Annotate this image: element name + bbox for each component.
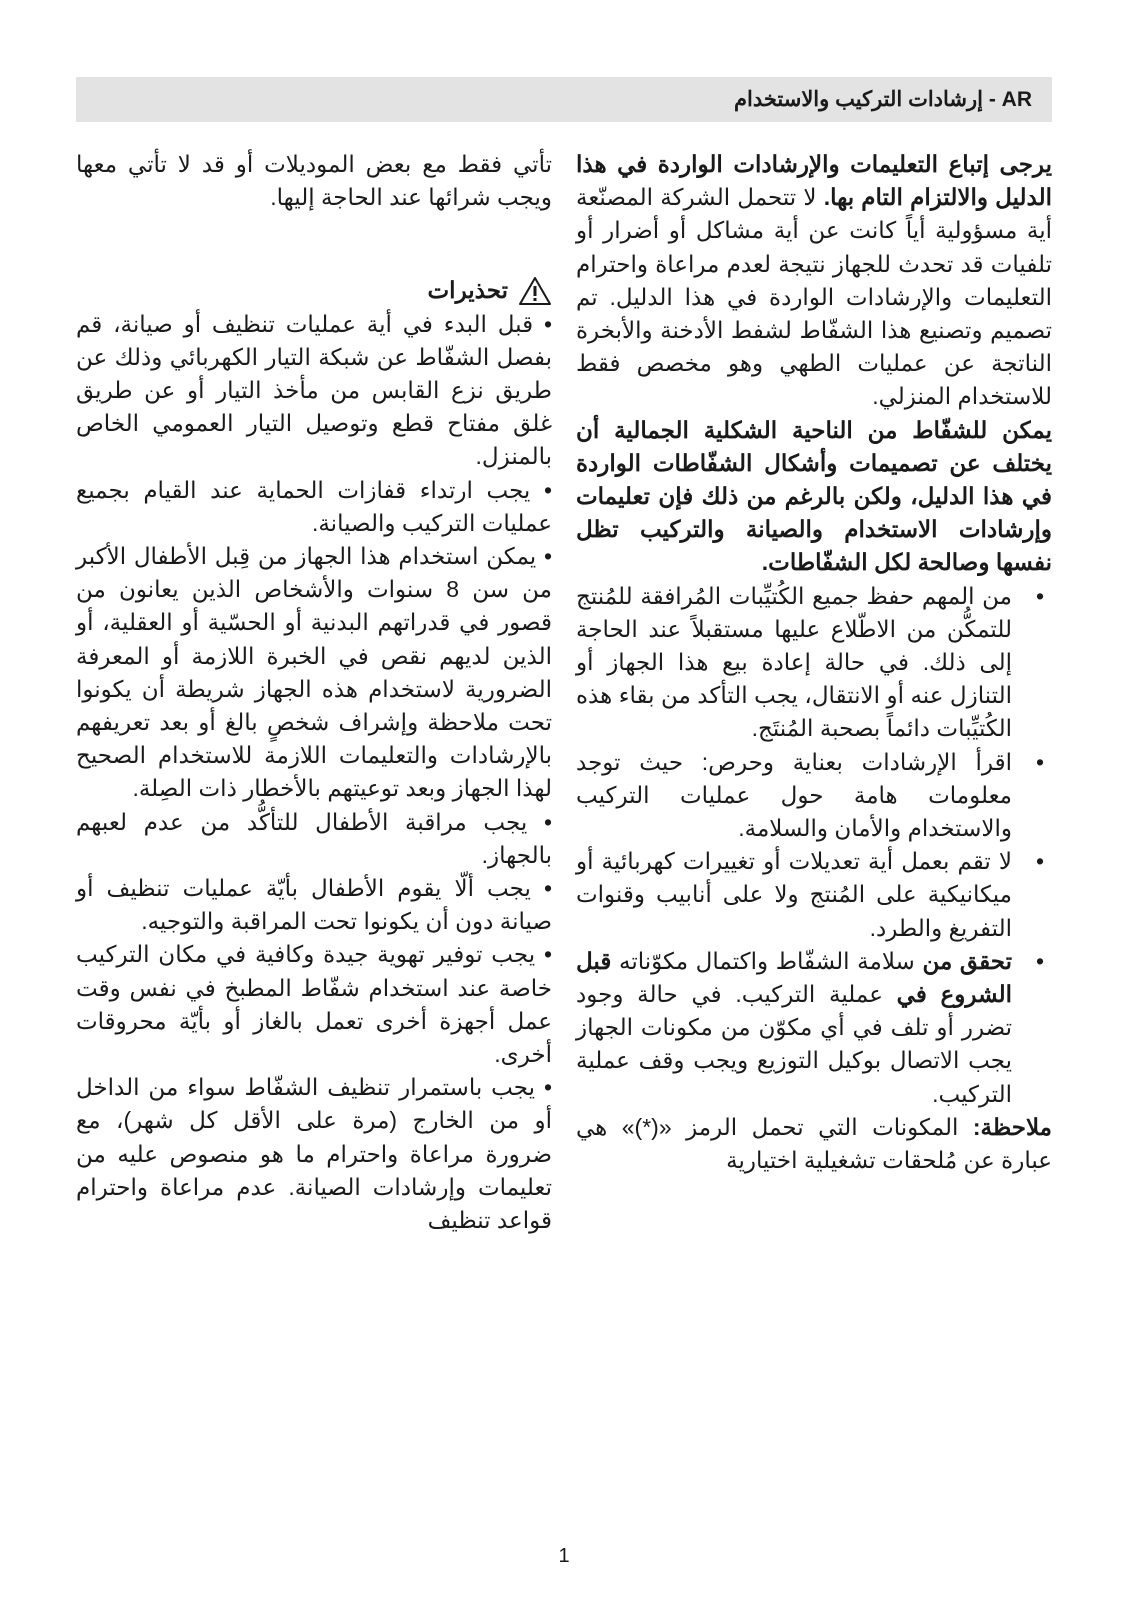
design-note: يمكن للشفّاط من الناحية الشكلية الجمالية أن يختلف عن تصميمات وأشكال الشفّاطات الواردة في هذا الدليل، ولكن بالرغم من ذلك فإن تعليمات وإرشادات الاستخدام والصيانة والتركيب تظل نفسها وصالحة لكل الشفّاطات.	[576, 416, 1052, 576]
intro-text: لا تتحمل الشركة المصنّعة أية مسؤولية أياً كانت عن أية مشاكل أو أضرار أو تلفيات قد تحدث للجهاز نتيجة لعدم مراعاة واحترام التعليمات والإرشادات الواردة في هذا الدليل. تم تصميم وتصنيع هذا الشفّاط لشفط الأدخنة والأبخرة الناتجة عن عمليات الطهي وهو مخصص فقط للاستخدام المنزلي.	[576, 184, 1052, 410]
bullet-icon: •	[543, 808, 553, 835]
warning-item	[76, 308, 552, 474]
bullet-icon: •	[1035, 582, 1044, 609]
header-bar	[76, 77, 1052, 122]
warning-text: قبل البدء في أية عمليات تنظيف أو صيانة، قم بفصل الشفّاط عن شبكة التيار الكهربائي وذلك عن طريق نزع القابس من مأخذ التيار أو عن طريق غلق مفتاح قطع وتوصيل التيار العمومي الخاص بالمنزل.	[76, 310, 552, 470]
intro-paragraph	[576, 148, 1052, 414]
note-paragraph	[576, 1111, 1052, 1177]
page-number: 1	[558, 1545, 570, 1567]
list-item	[576, 945, 1052, 1111]
warnings-title: تحذيرات	[427, 277, 508, 304]
list-item-text: لا تقم بعمل أية تعديلات أو تغييرات كهربائية أو ميكانيكية على المُنتج ولا على أنابيب وقنوات التفريغ والطرد.	[576, 848, 1012, 941]
warning-item	[76, 872, 552, 938]
warning-text: يجب ارتداء قفازات الحماية عند القيام بجميع عمليات التركيب والصيانة.	[76, 476, 552, 536]
instructions-list	[576, 580, 1052, 1111]
list-item-bold-2: قبل الشروع في	[576, 947, 1012, 1008]
warning-text: يجب ألّا يقوم الأطفال بأيّة عمليات تنظيف أو صيانة دون أن يكونوا تحت المراقبة والتوجيه.	[76, 875, 552, 935]
list-item-bold: تحقق من	[922, 947, 1012, 974]
list-item-text: من المهم حفظ جميع الكُتيِّبات المُرافقة للمُنتج للتمكُّن من الاطّلاع عليها مستقبلاً عند الحاجة إلى ذلك. في حالة إعادة بيع هذا الجهاز أو التنازل عنه أو الانتقال، يجب التأكد من بقاء هذه الكُتيِّبات دائماً بصحبة المُنتَج.	[576, 582, 1012, 742]
page-title: AR - إرشادات التركيب والاستخدام	[733, 88, 1032, 111]
list-item-text-2: عملية التركيب. في حالة وجود تضرر أو تلف في أي مكوّن من مكونات الجهاز يجب الاتصال بوكيل التوزيع ويجب وقف عملية التركيب.	[576, 981, 1012, 1107]
warning-text: يجب مراقبة الأطفال للتأكُّد من عدم لعبهم بالجهاز.	[76, 808, 552, 868]
warning-item	[76, 540, 552, 806]
note-text: المكونات التي تحمل الرمز «(*)» هي عبارة عن مُلحقات تشغيلية اختيارية	[576, 1113, 1052, 1174]
warning-text: يجب باستمرار تنظيف الشفّاط سواء من الداخل أو من الخارج (مرة على الأقل كل شهر)، مع ضرورة مراعاة واحترام ما هو منصوص عليه من تعليمات وإرشادات الصيانة. عدم مراعاة واحترام قواعد تنظيف	[76, 1074, 552, 1234]
warnings-heading	[76, 274, 552, 307]
list-item-text: سلامة الشفّاط واكتمال مكوّناته	[611, 947, 923, 974]
intro-bold: يرجى إتباع التعليمات والإرشادات الواردة في هذا الدليل والالتزام التام بها.	[576, 151, 1052, 211]
list-item	[576, 580, 1052, 746]
warning-text: يجب توفير تهوية جيدة وكافية في مكان التركيب خاصة عند استخدام شفّاط المطبخ في نفس وقت عمل أجهزة أخرى تعمل بالغاز أو بأيّة محروقات أخرى.	[76, 941, 552, 1068]
warning-text: يمكن استخدام هذا الجهاز من قِبل الأطفال الأكبر من سن 8 سنوات والأشخاص الذين يعانون من قصور في قدراتهم البدنية أو الحسّية أو العقلية، أو الذين لديهم نقص في الخبرة اللازمة أو المعرفة الضرورية لاستخدام هذه الجهاز شريطة أن يكونوا تحت ملاحظة وإشراف شخصٍ بالغ أو بعد تعريفهم بالإرشادات والتعليمات اللازمة للاستخدام الصحيح لهذا الجهاز وبعد توعيتهم بالأخطار ذات الصِلة.	[76, 543, 552, 802]
bullet-icon: •	[543, 543, 553, 570]
bullet-icon: •	[543, 476, 553, 503]
warning-item	[76, 474, 552, 540]
bullet-icon: •	[1035, 947, 1044, 974]
left-column	[76, 148, 552, 1237]
right-column	[576, 148, 1052, 1177]
bullet-icon: •	[543, 310, 552, 337]
list-item	[576, 845, 1052, 945]
bullet-icon: •	[1035, 748, 1044, 775]
bullet-icon: •	[543, 941, 552, 968]
note-label: ملاحظة:	[972, 1113, 1052, 1140]
warning-triangle-icon	[518, 276, 552, 306]
list-item	[576, 746, 1052, 846]
warning-item	[76, 1071, 552, 1237]
bullet-icon: •	[543, 875, 553, 902]
warning-item	[76, 806, 552, 872]
bullet-icon: •	[543, 1074, 553, 1101]
bullet-icon: •	[1035, 848, 1044, 875]
list-item-text: اقرأ الإرشادات بعناية وحرص: حيث توجد معلومات هامة حول عمليات التركيب والاستخدام والأمان والسلامة.	[576, 748, 1012, 842]
warning-item	[76, 938, 552, 1071]
continuation-text: تأتي فقط مع بعض الموديلات أو قد لا تأتي معها ويجب شرائها عند الحاجة إليها.	[76, 151, 552, 211]
